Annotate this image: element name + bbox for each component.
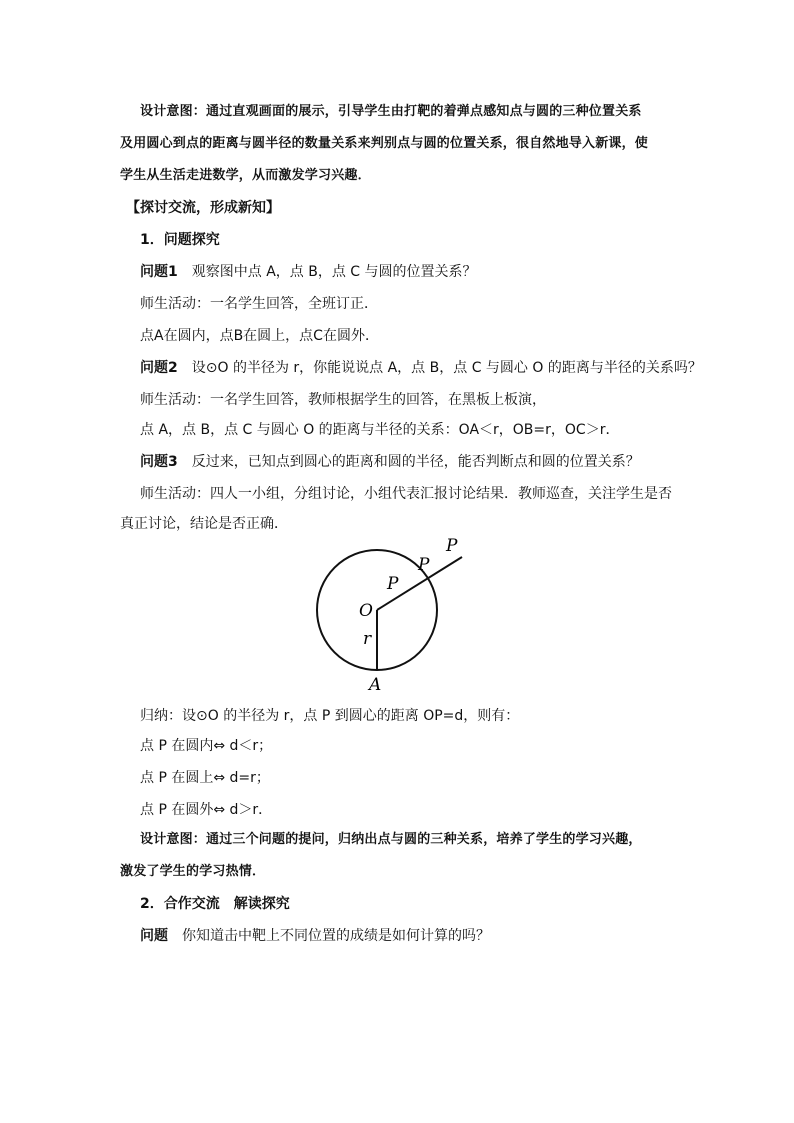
label-p-on-circle: P [418, 555, 430, 575]
question-3-label: 问题3 [140, 454, 178, 470]
point-circle-figure [300, 530, 500, 700]
question-2-text: 设⊙O 的半径为 r，你能说说点 A，点 B，点 C 与圆心 O 的距离与半径的关系吗？ [191, 360, 702, 376]
question-2 [140, 358, 702, 378]
question-1-label: 问题1 [140, 264, 178, 280]
design-intent-1-line-2: 及用圆心到点的距离与圆半径的数量关系来判别点与圆的位置关系，很自然地导入新课，使 [120, 136, 649, 151]
design-intent-1-line-1: 设计意图：通过直观画面的展示，引导学生由打靶的着弹点感知点与圆的三种位置关系 [140, 104, 642, 119]
rule-inside: 点 P 在圆内⇔ d＜r； [140, 738, 273, 754]
question-1 [140, 262, 477, 282]
label-r: r [363, 629, 372, 649]
activity-3-line-2: 真正讨论，结论是否正确． [120, 516, 288, 532]
label-p-outside: P [446, 536, 458, 556]
activity-3-line-1: 师生活动：四人一小组，分组讨论，小组代表汇报讨论结果．教师巡查，关注学生是否 [140, 486, 672, 502]
subsection-2-heading: 2．合作交流 解读探究 [140, 896, 290, 912]
label-o: O [359, 601, 373, 621]
question-3 [140, 452, 640, 472]
summary: 归纳：设⊙O 的半径为 r，点 P 到圆心的距离 OP=d，则有： [140, 708, 520, 724]
section-heading: 【探讨交流，形成新知】 [126, 200, 280, 216]
rule-outside: 点 P 在圆外⇔ d＞r． [140, 802, 273, 818]
rule-on: 点 P 在圆上⇔ d=r； [140, 770, 270, 786]
design-intent-1-line-3: 学生从生活走进数学，从而激发学习兴趣． [120, 168, 371, 183]
answer-2: 点 A，点 B，点 C 与圆心 O 的距离与半径的关系：OA＜r，OB=r，OC＞r． [140, 422, 620, 438]
question-4-text: 你知道击中靶上不同位置的成绩是如何计算的吗？ [182, 928, 490, 944]
subsection-1-heading: 1．问题探究 [140, 232, 220, 248]
question-2-label: 问题2 [140, 360, 178, 376]
question-4-label: 问题 [140, 928, 168, 944]
question-3-text: 反过来，已知点到圆心的距离和圆的半径，能否判断点和圆的位置关系？ [191, 454, 640, 470]
activity-2: 师生活动：一名学生回答，教师根据学生的回答，在黑板上板演， [140, 392, 546, 408]
activity-1: 师生活动：一名学生回答，全班订正． [140, 296, 378, 312]
question-4 [140, 926, 490, 946]
question-1-text: 观察图中点 A，点 B，点 C 与圆的位置关系？ [191, 264, 477, 280]
design-intent-2-line-2: 激发了学生的学习热情． [120, 864, 266, 879]
design-intent-2-line-1: 设计意图：通过三个问题的提问，归纳出点与圆的三种关系，培养了学生的学习兴趣， [140, 832, 642, 847]
label-a: A [369, 675, 382, 695]
answer-1: 点A在圆内，点B在圆上，点C在圆外． [140, 328, 379, 344]
label-p-inside: P [387, 574, 399, 594]
